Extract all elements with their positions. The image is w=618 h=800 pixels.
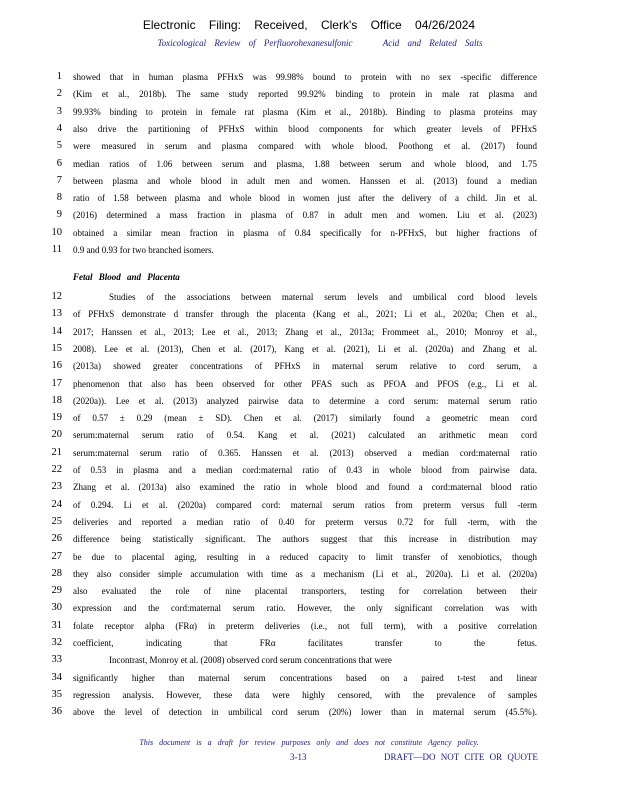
text-line: serum:maternal serum ratio of 0.365. Hanssen et al. (2013) observed a median cord:maternal ratio: [73, 447, 537, 458]
line-number: 35: [51, 688, 62, 700]
text-line: median ratios of 1.06 between serum and plasma, 1.88 between serum and whole blood, and 1.75: [73, 158, 537, 169]
line-number: 3: [56, 105, 62, 117]
line-number: 32: [51, 637, 62, 648]
section-heading: Fetal Blood and Placenta: [73, 272, 180, 282]
draft-disclaimer: This document is a draft for review purposes only and does not constitute Agency policy.: [139, 738, 479, 747]
text-line: be due to placental aging, resulting in a reduced capacity to limit transfer of xenobiotics, though: [73, 551, 537, 562]
line-number: 18: [51, 394, 62, 406]
text-line: folate receptor alpha (FRα) in preterm deliveries (i.e., not full term), with a positive correlation: [73, 620, 537, 631]
text-line: (Kim et al., 2018b). The same study reported 99.92% binding to protein in male rat plasma and: [73, 89, 537, 100]
text-line: (2013a) showed greater concentrations of PFHxS in maternal serum relative to cord serum, a: [73, 361, 537, 372]
line-number: 27: [51, 550, 62, 562]
text-line: deliveries and reported a median ratio of 0.40 for preterm versus 0.72 for full -term, with the: [73, 516, 537, 527]
line-number: 31: [51, 619, 62, 631]
text-line: serum:maternal serum ratio of 0.54. Kang et al. (2021) calculated an arithmetic mean cord: [73, 430, 537, 441]
line-number: 33: [51, 654, 62, 666]
text-line: showed that in human plasma PFHxS was 99.98% bound to protein with no sex -specific difference: [73, 72, 537, 82]
line-number: 34: [51, 671, 62, 683]
line-number: 11: [51, 244, 62, 255]
line-number: 36: [51, 706, 62, 718]
line-number: 17: [51, 377, 62, 389]
line-number: 1: [56, 71, 62, 82]
line-number: 21: [51, 446, 62, 458]
text-line: regression analysis. However, these data were highly censored, with the prevalence of samples: [73, 689, 537, 700]
text-line: also drive the partitioning of PFHxS within blood components for which greater levels of PFHxS: [73, 123, 537, 134]
line-number: 16: [51, 360, 62, 372]
text-line: difference being statistically significant. The authors suggest that this increase in distribution may: [73, 534, 537, 545]
text-line: 2008). Lee et al. (2013), Chen et al. (2017), Kang et al. (2021), Li et al. (2020a) and Zhang et al.: [73, 343, 537, 354]
text-line: of PFHxS demonstrate d transfer through the placenta (Kang et al., 2021; Li et al., 2020a; Chen et al.,: [73, 309, 537, 320]
text-line: ratio of 1.58 between plasma and whole blood in women just after the delivery of a child. Jin et al.: [73, 193, 537, 204]
line-number: 26: [51, 533, 62, 545]
text-line: they also consider simple accumulation with time as a mechanism (Li et al., 2020a). Li et al. (2020a): [73, 568, 537, 579]
line-number: 5: [56, 140, 62, 152]
text-line: obtained a similar mean fraction in plasma of 0.84 specifically for n-PFHxS, but higher fractions of: [73, 227, 537, 238]
text-line: above the level of detection in umbilical cord serum (20%) lower than in maternal serum (45.5%).: [73, 707, 537, 718]
text-line: of 0.53 in plasma and a median cord:maternal ratio of 0.43 in whole blood from pairwise data.: [73, 465, 537, 475]
line-number: 6: [56, 157, 62, 169]
page-number: 3-13: [290, 752, 307, 762]
text-line: between plasma and whole blood in adult men and women. Hanssen et al. (2013) found a median: [73, 175, 537, 186]
line-number: 14: [51, 325, 62, 337]
line-number: 29: [51, 585, 62, 597]
text-line: Zhang et al. (2013a) also examined the ratio in whole blood and found a cord:maternal blood ratio: [73, 482, 537, 493]
line-number: 19: [51, 412, 62, 424]
draft-notice: DRAFT—DO NOT CITE OR QUOTE: [384, 752, 538, 762]
text-line: coefficient, indicating that FRα facilitates transfer to the fetus.: [73, 638, 537, 648]
subtitle-part-2: Acid and Related Salts: [382, 38, 483, 48]
text-line: Studies of the associations between maternal serum levels and umbilical cord blood levels: [109, 292, 537, 302]
line-number: 13: [51, 308, 62, 320]
text-line: of 0.294. Li et al. (2020a) compared cord: maternal serum ratios from preterm versus full -term: [73, 499, 537, 510]
text-line: of 0.57 ± 0.29 (mean ± SD). Chen et al. (2017) similarly found a geometric mean cord: [73, 413, 537, 424]
text-line: 99.93% binding to protein in female rat plasma (Kim et al., 2018b). Binding to plasma proteins may: [73, 106, 537, 117]
line-number: 8: [56, 192, 62, 204]
line-number: 9: [56, 209, 62, 221]
line-number: 22: [51, 464, 62, 475]
filing-header: Electronic Filing: Received, Clerk's Office 04/26/2024: [142, 18, 476, 32]
line-number: 12: [51, 291, 62, 302]
line-number: 4: [56, 122, 62, 134]
text-line: were measured in serum and plasma compared with whole blood. Poothong et al. (2017) found: [73, 141, 537, 152]
line-number: 15: [51, 342, 62, 354]
line-number: 2: [56, 88, 62, 100]
text-line: (2020a)). Lee et al. (2013) analyzed pairwise data to determine a cord serum: maternal serum ratio: [73, 395, 537, 406]
text-line: Incontrast, Monroy et al. (2008) observed cord serum concentrations that were: [109, 655, 392, 666]
line-number: 24: [51, 498, 62, 510]
document-subtitle: [0, 38, 618, 48]
line-number: 25: [51, 515, 62, 527]
line-number: 7: [56, 174, 62, 186]
text-line: also evaluated the role of nine placental transporters, testing for correlation between their: [73, 586, 537, 597]
text-line: 0.9 and 0.93 for two branched isomers.: [73, 245, 214, 255]
text-line: (2016) determined a mass fraction in plasma of 0.87 in adult men and women. Liu et al. (2023): [73, 210, 537, 221]
line-number: 20: [51, 429, 62, 441]
line-number: 23: [51, 481, 62, 493]
line-number: 10: [51, 226, 62, 238]
line-number: 30: [51, 602, 62, 614]
line-number: 28: [51, 567, 62, 579]
text-line: phenomenon that also has been observed for other PFAS such as PFOA and PFOS (e.g., Li et al.: [73, 378, 537, 389]
subtitle-part-1: Toxicological Review of Perfluorohexanesulfonic: [157, 38, 353, 48]
text-line: 2017; Hanssen et al., 2013; Lee et al., 2013; Zhang et al., 2013a; Frommeet al., 2010; Monroy et al.,: [73, 326, 537, 337]
text-line: significantly higher than maternal serum concentrations based on a paired t-test and linear: [73, 672, 537, 683]
text-line: expression and the cord:maternal serum ratio. However, the only significant correlation was with: [73, 603, 537, 614]
